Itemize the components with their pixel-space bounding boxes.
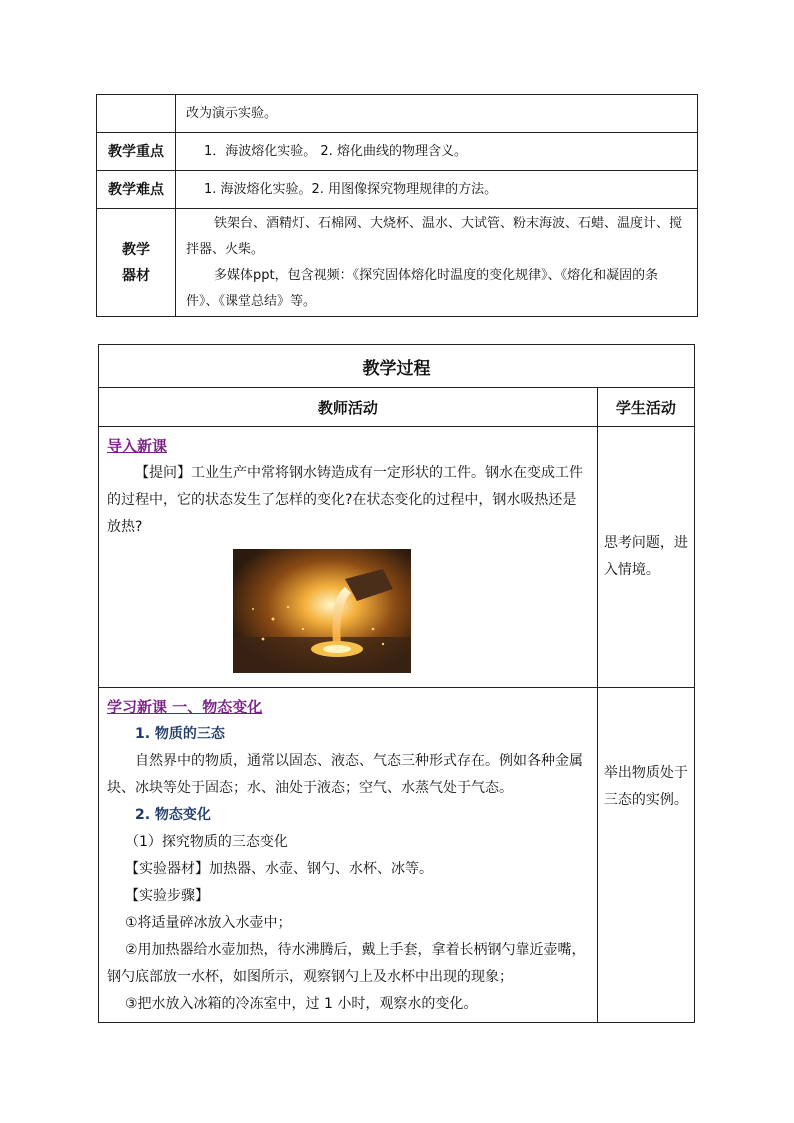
new-lesson-row (99, 688, 695, 1023)
equipment-line: 【实验器材】加热器、水壶、钢勺、水杯、冰等。 (125, 861, 433, 877)
state-change-heading: 2. 物态变化 (135, 807, 211, 823)
new-lesson-teacher-cell (99, 688, 598, 1023)
difficulties-label: 教学难点 (97, 171, 176, 209)
new-lesson-student-cell: 举出物质处于三态的实例。 (597, 688, 694, 1023)
intro-student-cell: 思考问题，进入情境。 (597, 427, 694, 688)
student-activity-header: 学生活动 (597, 388, 694, 427)
three-states-heading: 1. 物质的三态 (135, 726, 225, 742)
steps-title: 【实验步骤】 (125, 888, 209, 904)
info-row-difficulties (97, 171, 698, 209)
equipment-label (97, 209, 176, 317)
intro-row (99, 427, 695, 688)
process-title: 教学过程 (99, 345, 695, 388)
step-1: ①将适量碎冰放入水壶中； (125, 915, 292, 931)
intro-question: 【提问】工业生产中常将钢水铸造成有一定形状的工件。钢水在变成工件的过程中，它的状态发生了怎样的变化?在状态变化的过程中，钢水吸热还是放热? (107, 465, 583, 535)
info-label-empty (97, 95, 176, 133)
info-table (96, 94, 698, 317)
equipment-label-line1: 教学 (122, 241, 150, 258)
key-points-text: 1．海波熔化实验。 2. 熔化曲线的物理含义。 (176, 133, 698, 171)
process-header-row (99, 388, 695, 427)
intro-teacher-cell (99, 427, 598, 688)
difficulties-text: 1. 海波熔化实验。2. 用图像探究物理规律的方法。 (176, 171, 698, 209)
explore-item: （1）探究物质的三态变化 (125, 834, 288, 850)
equipment-list: 铁架台、酒精灯、石棉网、大烧杯、温水、大试管、粉末海波、石蜡、温度计、搅拌器、火柴。 (186, 215, 683, 257)
teacher-activity-header: 教师活动 (99, 388, 598, 427)
three-states-text: 自然界中的物质，通常以固态、液态、气态三种形式存在。例如各种金属块、冰块等处于固态；水、油处于液态；空气、水蒸气处于气态。 (107, 753, 583, 796)
step-3: ③把水放入冰箱的冷冻室中，过 1 小时，观察水的变化。 (125, 996, 478, 1012)
process-table (98, 344, 695, 1023)
equipment-text (176, 209, 698, 317)
key-points-label: 教学重点 (97, 133, 176, 171)
intro-heading: 导入新课 (107, 437, 168, 455)
process-title-row (99, 345, 695, 388)
info-row-key-points (97, 133, 698, 171)
new-lesson-heading: 学习新课 一、物态变化 (107, 698, 263, 716)
info-row-note (97, 95, 698, 133)
equipment-label-line2: 器材 (122, 267, 150, 284)
info-row-equipment (97, 209, 698, 317)
step-2: ②用加热器给水壶加热，待水沸腾后，戴上手套，拿着长柄钢勺靠近壶嘴，钢勺底部放一水杯，如图所示，观察钢勺上及水杯中出现的现象； (107, 942, 586, 985)
molten-steel-photo (233, 549, 411, 673)
multimedia-list: 多媒体ppt，包含视频：《探究固体熔化时温度的变化规律》、《熔化和凝固的条件》、《课堂总结》等。 (186, 267, 659, 309)
info-note-text: 改为演示实验。 (176, 95, 698, 133)
